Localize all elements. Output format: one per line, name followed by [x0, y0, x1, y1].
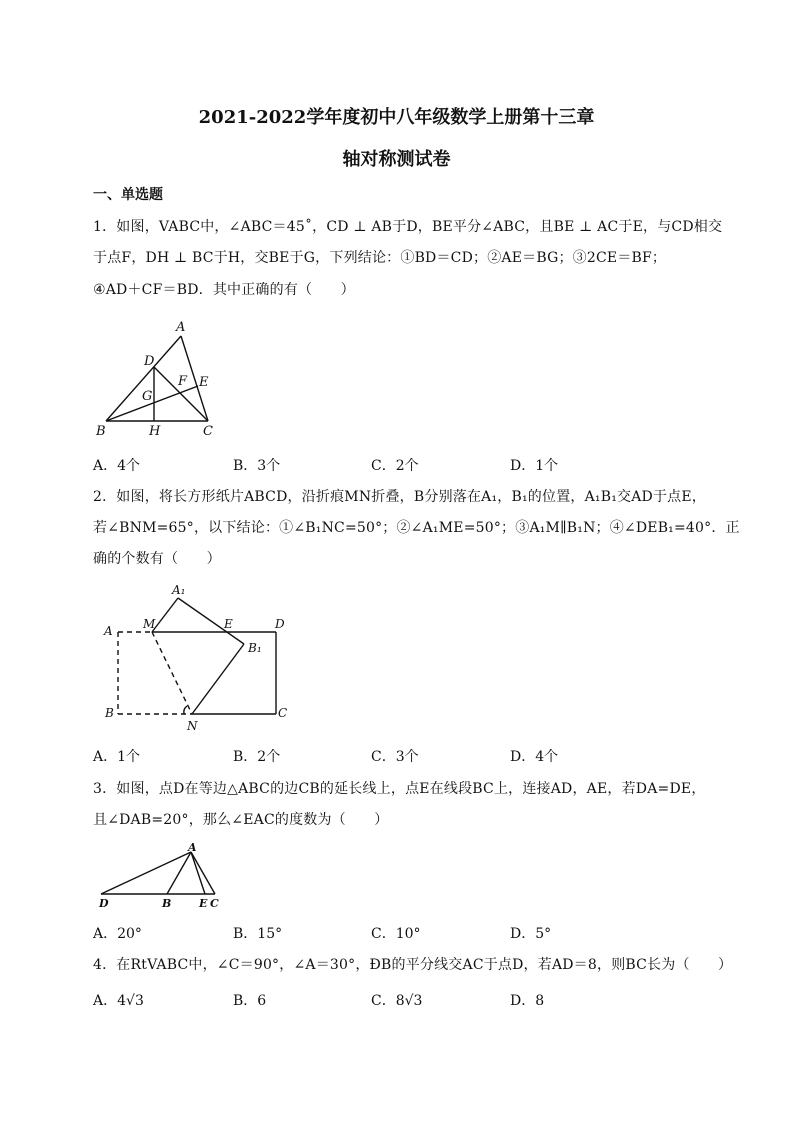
label-b: B: [105, 706, 114, 720]
q2-text-line: 2．如图，将长方形纸片ABCD，沿折痕MN折叠，B分别落在A₁，B₁的位置，A₁B₁交AD于点E，: [93, 489, 706, 505]
segment-mn-dashed: [152, 632, 192, 714]
q1-option-b[interactable]: B．3个: [233, 458, 281, 474]
q4-option-c[interactable]: C．8√3: [371, 993, 423, 1009]
q3-option-b[interactable]: B．15°: [233, 926, 283, 942]
segment-b1n: [192, 644, 244, 714]
exam-subtitle: 轴对称测试卷: [342, 149, 451, 170]
label-a: A: [104, 624, 113, 638]
label-d: D: [99, 897, 109, 910]
q1-text-line: ④AD＋CF＝BD．其中正确的有（ ）: [93, 282, 355, 298]
q1-figure: [90, 318, 230, 440]
q4-option-d[interactable]: D．8: [510, 993, 545, 1009]
section-heading: 一、单选题: [93, 187, 163, 203]
q1-option-d[interactable]: D．1个: [510, 458, 559, 474]
q3-option-d[interactable]: D．5°: [510, 926, 552, 942]
q4-option-a[interactable]: A．4√3: [93, 993, 144, 1009]
q1-option-c[interactable]: C．2个: [371, 458, 419, 474]
label-c: C: [203, 424, 213, 439]
q3-text-line: 3．如图，点D在等边△ABC的边CB的延长线上，点E在线段BC上，连接AD，AE，若DA=DE，: [93, 781, 706, 797]
label-n: N: [187, 719, 198, 733]
q4-text-line: 4．在RtVABC中，∠C＝90°，∠A＝30°，ÐB的平分线交AC于点D，若AD＝8，则BC长为（ ）: [93, 957, 733, 973]
segment-da: [101, 852, 191, 894]
q2-option-d[interactable]: D．4个: [510, 749, 559, 765]
label-d: D: [275, 617, 285, 631]
q2-option-b[interactable]: B．2个: [233, 749, 281, 765]
q1-text-line: 于点F，DH ⊥ BC于H，交BE于G，下列结论：①BD＝CD；②AE＝BG；③2CE＝BF；: [93, 250, 667, 266]
label-m: M: [143, 617, 156, 631]
label-a: A: [188, 841, 197, 854]
label-a: A: [176, 320, 186, 335]
label-d: D: [144, 354, 155, 369]
label-b1: B₁: [248, 641, 262, 655]
q4-option-b[interactable]: B．6: [233, 993, 267, 1009]
label-e: E: [199, 897, 208, 910]
label-g: G: [142, 389, 153, 404]
q3-option-c[interactable]: C．10°: [371, 926, 421, 942]
label-f: F: [178, 374, 188, 389]
q3-figure: [93, 840, 228, 912]
label-b: B: [96, 424, 106, 439]
label-e: E: [199, 375, 209, 390]
segment-a1b1: [178, 598, 244, 644]
label-b: B: [162, 897, 172, 910]
label-c: C: [210, 897, 219, 910]
label-h: H: [149, 424, 161, 439]
q2-figure: [98, 580, 298, 735]
segment-ma1: [152, 598, 178, 632]
q1-text-line: 1．如图，VABC中，∠ABC＝45˚，CD ⊥ AB于D，BE平分∠ABC，且BE ⊥ AC于E，与CD相交: [93, 219, 723, 235]
q3-option-a[interactable]: A．20°: [93, 926, 142, 942]
q2-text-line: 确的个数有（ ）: [93, 551, 221, 567]
exam-title: 2021-2022学年度初中八年级数学上册第十三章: [198, 107, 595, 128]
label-e: E: [224, 617, 233, 631]
angle-arc: [184, 706, 187, 714]
q2-option-a[interactable]: A．1个: [93, 749, 141, 765]
q3-text-line: 且∠DAB=20°，那么∠EAC的度数为（ ）: [93, 812, 389, 828]
segment-ba: [106, 336, 181, 421]
q2-text-line: 若∠BNM=65°，以下结论：①∠B₁NC=50°；②∠A₁ME=50°；③A₁M∥B₁N；④∠DEB₁=40°．正: [93, 520, 740, 536]
q2-option-c[interactable]: C．3个: [371, 749, 419, 765]
label-a1: A₁: [172, 583, 186, 597]
label-c: C: [278, 706, 288, 720]
q1-option-a[interactable]: A．4个: [93, 458, 141, 474]
